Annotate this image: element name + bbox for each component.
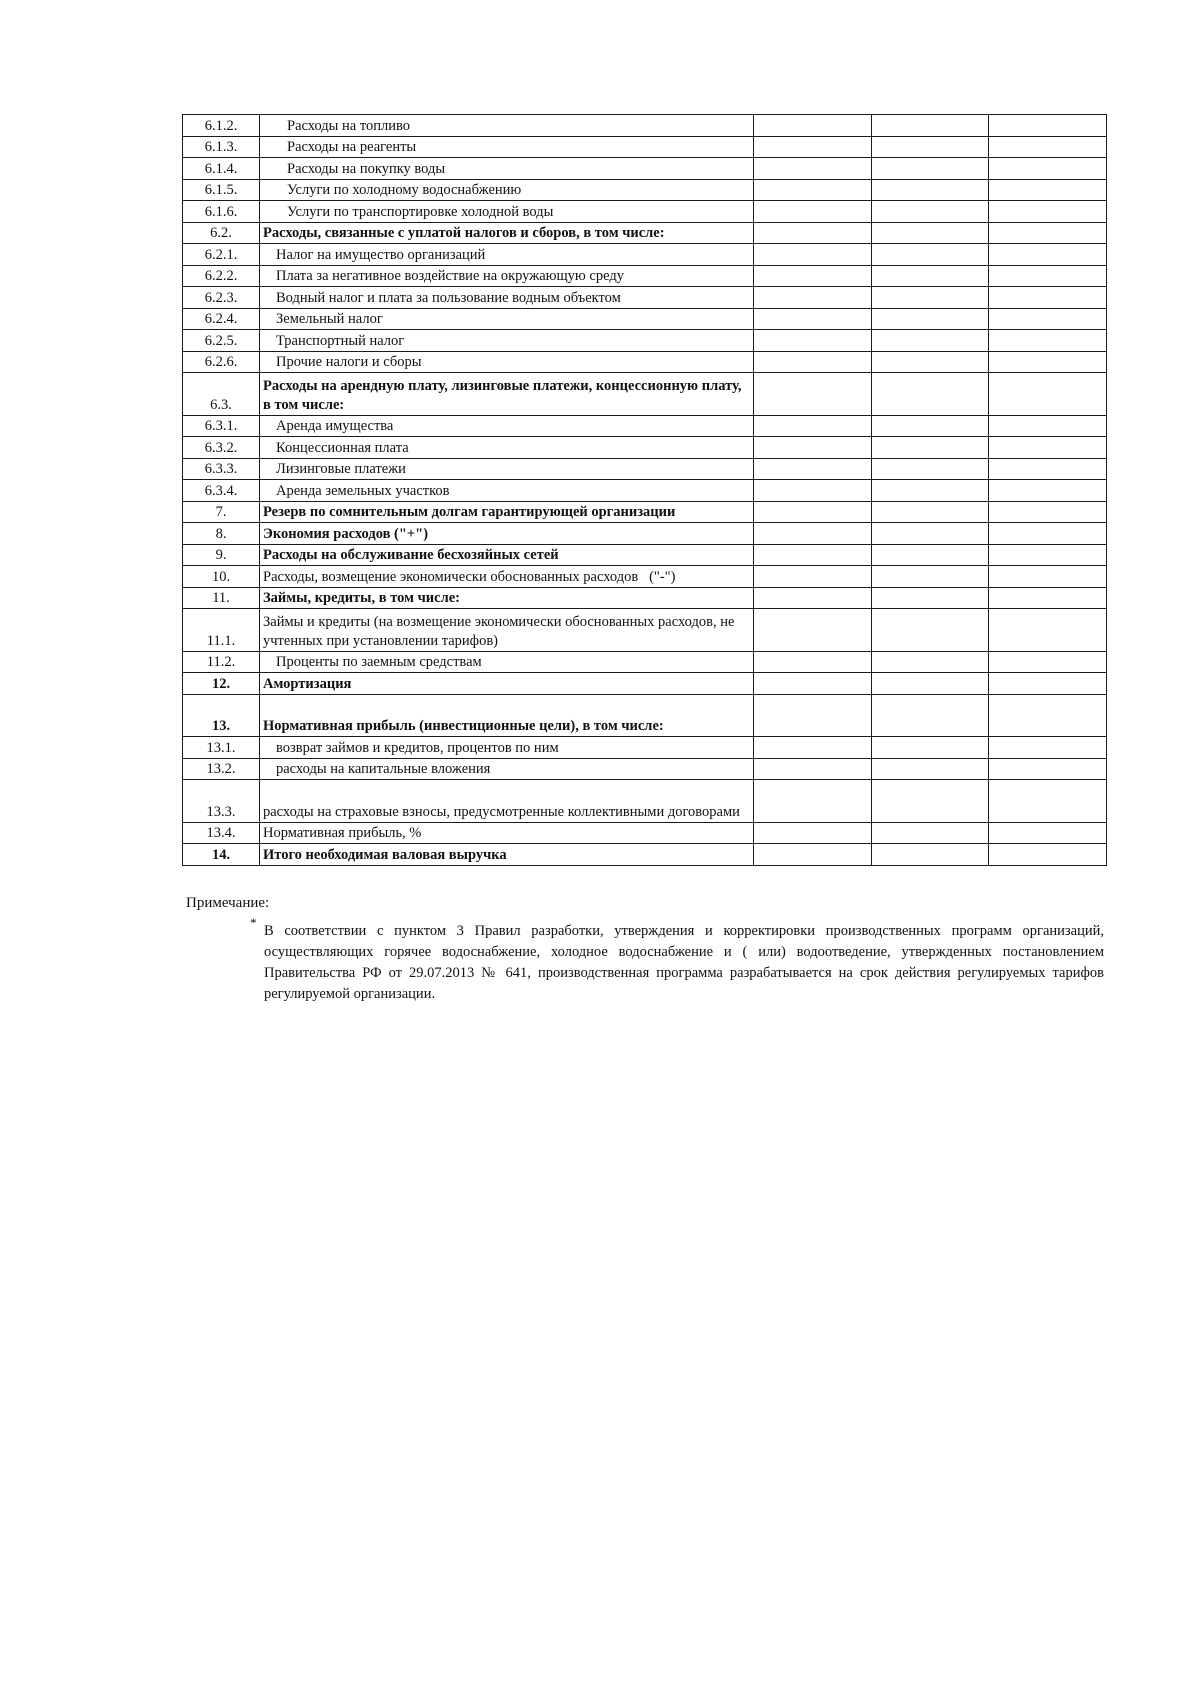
- value-cell: [754, 287, 872, 309]
- value-cell: [989, 758, 1107, 780]
- value-cell: [871, 822, 989, 844]
- value-cell: [871, 587, 989, 609]
- value-cell: [989, 822, 1107, 844]
- table-row: [183, 587, 1107, 609]
- value-cell: [871, 330, 989, 352]
- table-row: [183, 523, 1107, 545]
- value-cell: [871, 158, 989, 180]
- value-cell: [754, 458, 872, 480]
- value-cell: [989, 115, 1107, 137]
- table-row: [183, 501, 1107, 523]
- value-cell: [989, 158, 1107, 180]
- value-cell: [754, 758, 872, 780]
- row-label: Расходы на обслуживание бесхозяйных сетей: [260, 544, 754, 566]
- value-cell: [871, 737, 989, 759]
- value-cell: [754, 115, 872, 137]
- row-number: 10.: [183, 566, 260, 588]
- row-number: 6.1.3.: [183, 136, 260, 158]
- table-row: [183, 415, 1107, 437]
- row-label: расходы на капитальные вложения: [260, 758, 754, 780]
- value-cell: [989, 201, 1107, 223]
- row-number: 13.4.: [183, 822, 260, 844]
- value-cell: [754, 308, 872, 330]
- row-label: Прочие налоги и сборы: [260, 351, 754, 373]
- row-label: Займы и кредиты (на возмещение экономически обоснованных расходов, не учтенных при установлении тарифов): [260, 609, 754, 652]
- value-cell: [754, 201, 872, 223]
- row-label: Экономия расходов ("+"): [260, 523, 754, 545]
- expenses-table: [182, 114, 1107, 866]
- value-cell: [754, 437, 872, 459]
- table-row: [183, 673, 1107, 695]
- value-cell: [871, 544, 989, 566]
- value-cell: [989, 437, 1107, 459]
- value-cell: [754, 179, 872, 201]
- row-number: 6.2.4.: [183, 308, 260, 330]
- row-number: 13.3.: [183, 780, 260, 823]
- table-row: [183, 758, 1107, 780]
- table-row: [183, 566, 1107, 588]
- value-cell: [754, 587, 872, 609]
- value-cell: [871, 308, 989, 330]
- value-cell: [989, 308, 1107, 330]
- row-label: Расходы на покупку воды: [260, 158, 754, 180]
- table-body: [183, 115, 1107, 866]
- row-label: Водный налог и плата за пользование водным объектом: [260, 287, 754, 309]
- value-cell: [754, 136, 872, 158]
- row-number: 6.2.6.: [183, 351, 260, 373]
- table-row: [183, 179, 1107, 201]
- row-label: Аренда земельных участков: [260, 480, 754, 502]
- table-row: [183, 287, 1107, 309]
- table-row: [183, 780, 1107, 823]
- value-cell: [989, 330, 1107, 352]
- row-label: Плата за негативное воздействие на окружающую среду: [260, 265, 754, 287]
- value-cell: [989, 136, 1107, 158]
- value-cell: [754, 673, 872, 695]
- row-number: 6.1.4.: [183, 158, 260, 180]
- value-cell: [871, 523, 989, 545]
- value-cell: [871, 566, 989, 588]
- table-row: [183, 609, 1107, 652]
- table-row: [183, 737, 1107, 759]
- row-label: Резерв по сомнительным долгам гарантирующей организации: [260, 501, 754, 523]
- value-cell: [871, 758, 989, 780]
- table-row: [183, 351, 1107, 373]
- row-number: 6.2.1.: [183, 244, 260, 266]
- row-number: 13.: [183, 694, 260, 737]
- value-cell: [871, 222, 989, 244]
- row-label: Итого необходимая валовая выручка: [260, 844, 754, 866]
- table-row: [183, 244, 1107, 266]
- value-cell: [871, 437, 989, 459]
- value-cell: [871, 501, 989, 523]
- row-number: 6.3.4.: [183, 480, 260, 502]
- value-cell: [989, 844, 1107, 866]
- value-cell: [989, 351, 1107, 373]
- row-number: 6.2.3.: [183, 287, 260, 309]
- row-label: Нормативная прибыль, %: [260, 822, 754, 844]
- value-cell: [754, 415, 872, 437]
- row-label: Займы, кредиты, в том числе:: [260, 587, 754, 609]
- row-label: Аренда имущества: [260, 415, 754, 437]
- row-label: Концессионная плата: [260, 437, 754, 459]
- note-footnote-mark: *: [250, 915, 257, 930]
- value-cell: [871, 201, 989, 223]
- value-cell: [989, 244, 1107, 266]
- value-cell: [754, 523, 872, 545]
- value-cell: [989, 287, 1107, 309]
- row-number: 6.3.3.: [183, 458, 260, 480]
- row-number: 6.1.5.: [183, 179, 260, 201]
- value-cell: [754, 780, 872, 823]
- table-row: [183, 544, 1107, 566]
- value-cell: [754, 822, 872, 844]
- value-cell: [871, 136, 989, 158]
- value-cell: [871, 673, 989, 695]
- value-cell: [989, 587, 1107, 609]
- row-label: Налог на имущество организаций: [260, 244, 754, 266]
- table-row: [183, 844, 1107, 866]
- row-number: 11.1.: [183, 609, 260, 652]
- value-cell: [989, 609, 1107, 652]
- value-cell: [989, 373, 1107, 416]
- value-cell: [989, 415, 1107, 437]
- value-cell: [989, 222, 1107, 244]
- row-number: 6.3.2.: [183, 437, 260, 459]
- row-number: 13.1.: [183, 737, 260, 759]
- row-number: 8.: [183, 523, 260, 545]
- row-label: расходы на страховые взносы, предусмотренные коллективными договорами: [260, 780, 754, 823]
- value-cell: [754, 566, 872, 588]
- value-cell: [871, 694, 989, 737]
- row-number: 6.2.2.: [183, 265, 260, 287]
- value-cell: [871, 844, 989, 866]
- row-number: 13.2.: [183, 758, 260, 780]
- value-cell: [989, 179, 1107, 201]
- row-number: 6.2.5.: [183, 330, 260, 352]
- row-number: 14.: [183, 844, 260, 866]
- table-row: [183, 222, 1107, 244]
- note-title: Примечание:: [186, 895, 270, 911]
- table-row: [183, 136, 1107, 158]
- row-number: 11.: [183, 587, 260, 609]
- value-cell: [871, 458, 989, 480]
- value-cell: [871, 780, 989, 823]
- table-row: [183, 265, 1107, 287]
- value-cell: [871, 287, 989, 309]
- row-number: 6.1.6.: [183, 201, 260, 223]
- value-cell: [989, 265, 1107, 287]
- value-cell: [754, 373, 872, 416]
- value-cell: [754, 694, 872, 737]
- value-cell: [754, 544, 872, 566]
- value-cell: [754, 265, 872, 287]
- value-cell: [989, 780, 1107, 823]
- row-label: Расходы на реагенты: [260, 136, 754, 158]
- row-label: Нормативная прибыль (инвестиционные цели), в том числе:: [260, 694, 754, 737]
- value-cell: [871, 651, 989, 673]
- row-label: Земельный налог: [260, 308, 754, 330]
- value-cell: [754, 330, 872, 352]
- table-row: [183, 480, 1107, 502]
- row-label: Лизинговые платежи: [260, 458, 754, 480]
- table-row: [183, 115, 1107, 137]
- row-label: Амортизация: [260, 673, 754, 695]
- value-cell: [871, 351, 989, 373]
- table-row: [183, 308, 1107, 330]
- row-number: 6.1.2.: [183, 115, 260, 137]
- table-row: [183, 330, 1107, 352]
- table-row: [183, 201, 1107, 223]
- row-number: 6.3.: [183, 373, 260, 416]
- table-row: [183, 651, 1107, 673]
- row-number: 12.: [183, 673, 260, 695]
- value-cell: [871, 609, 989, 652]
- value-cell: [989, 501, 1107, 523]
- row-number: 9.: [183, 544, 260, 566]
- value-cell: [871, 179, 989, 201]
- row-label: Расходы на арендную плату, лизинговые платежи, концессионную плату, в том числе:: [260, 373, 754, 416]
- value-cell: [871, 373, 989, 416]
- row-label: Расходы, возмещение экономически обоснованных расходов ("-"): [260, 566, 754, 588]
- row-label: Транспортный налог: [260, 330, 754, 352]
- table-row: [183, 437, 1107, 459]
- value-cell: [989, 458, 1107, 480]
- row-label: Проценты по заемным средствам: [260, 651, 754, 673]
- value-cell: [871, 265, 989, 287]
- row-number: 6.3.1.: [183, 415, 260, 437]
- row-number: 11.2.: [183, 651, 260, 673]
- row-number: 7.: [183, 501, 260, 523]
- value-cell: [989, 737, 1107, 759]
- row-label: Расходы на топливо: [260, 115, 754, 137]
- row-number: 6.2.: [183, 222, 260, 244]
- value-cell: [754, 651, 872, 673]
- table-row: [183, 822, 1107, 844]
- value-cell: [871, 244, 989, 266]
- value-cell: [989, 651, 1107, 673]
- row-label: Услуги по транспортировке холодной воды: [260, 201, 754, 223]
- value-cell: [989, 694, 1107, 737]
- row-label: возврат займов и кредитов, процентов по ним: [260, 737, 754, 759]
- row-label: Услуги по холодному водоснабжению: [260, 179, 754, 201]
- value-cell: [989, 566, 1107, 588]
- table-row: [183, 458, 1107, 480]
- note-text: В соответствии с пунктом 3 Правил разработки, утверждения и корректировки производственных программ организаций, осуществляющих горячее водоснабжение, холодное водоснабжение и ( или) водоотведение, утвержденных постановлением Правительства РФ от 29.07.2013 № 641, производственная программа разрабатывается на срок действия регулируемых тарифов регулируемой организации.: [264, 923, 1104, 1002]
- value-cell: [989, 544, 1107, 566]
- value-cell: [754, 351, 872, 373]
- value-cell: [989, 523, 1107, 545]
- value-cell: [871, 115, 989, 137]
- value-cell: [754, 609, 872, 652]
- value-cell: [989, 673, 1107, 695]
- value-cell: [754, 844, 872, 866]
- table-row: [183, 694, 1107, 737]
- value-cell: [754, 222, 872, 244]
- value-cell: [754, 158, 872, 180]
- value-cell: [989, 480, 1107, 502]
- value-cell: [754, 480, 872, 502]
- value-cell: [754, 244, 872, 266]
- value-cell: [754, 501, 872, 523]
- value-cell: [871, 415, 989, 437]
- value-cell: [754, 737, 872, 759]
- row-label: Расходы, связанные с уплатой налогов и сборов, в том числе:: [260, 222, 754, 244]
- table-row: [183, 373, 1107, 416]
- value-cell: [871, 480, 989, 502]
- table-row: [183, 158, 1107, 180]
